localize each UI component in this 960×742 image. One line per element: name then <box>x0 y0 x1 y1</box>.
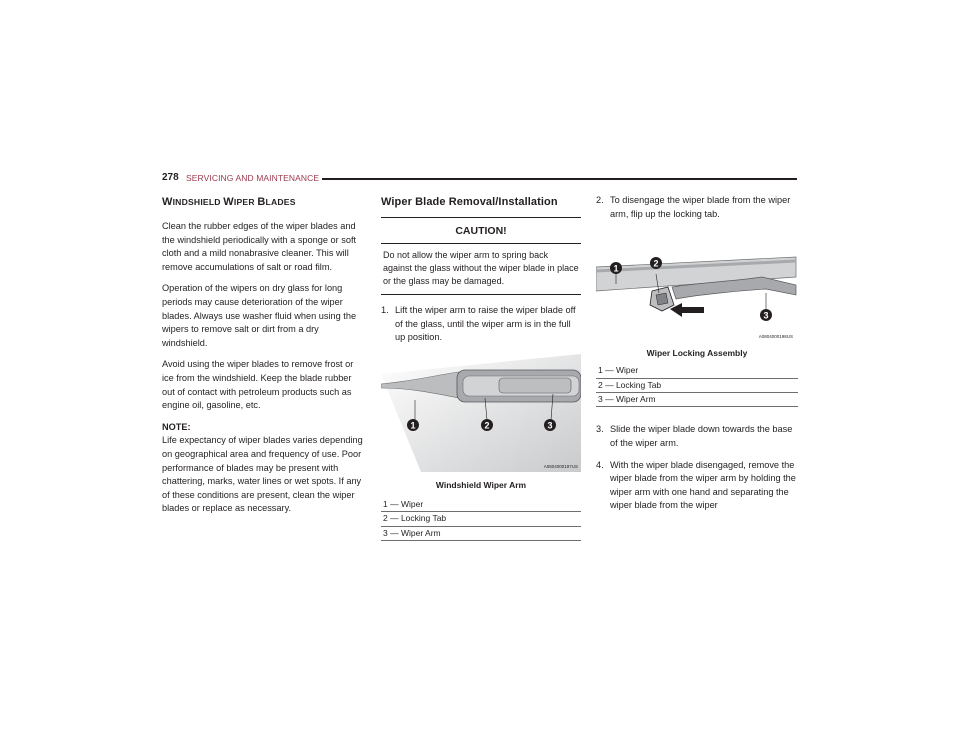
column-1 <box>162 196 364 524</box>
legend-item: 1 — Wiper <box>383 498 424 509</box>
column-2 <box>381 196 581 541</box>
section-title: SERVICING AND MAINTENANCE <box>186 173 320 183</box>
caution-box <box>381 217 581 295</box>
svg-text:1: 1 <box>410 420 416 431</box>
svg-text:3: 3 <box>547 420 553 431</box>
direction-arrow-icon <box>670 303 704 317</box>
legend-item: 3 — Wiper Arm <box>381 526 581 540</box>
legend-item: 2 — Locking Tab <box>381 511 581 525</box>
caution-title: CAUTION! <box>381 218 581 244</box>
note-label: NOTE: <box>162 421 191 432</box>
svg-text:1: 1 <box>613 263 619 274</box>
svg-text:2: 2 <box>484 420 490 431</box>
paragraph-frost: Avoid using the wiper blades to remove frost or ice from the windshield. Keep the blade rubber out of contact with petroleum products such as engine oil, gasoline, etc. <box>162 359 354 411</box>
figure-wiper-locking-assembly <box>596 241 798 407</box>
header-rule <box>322 178 797 180</box>
paragraph-cleaning: Clean the rubber edges of the wiper blades and the windshield periodically with a sponge or soft cloth and a mild nonabrasive cleaner. This will remove accumulations of salt or road film. <box>162 221 357 272</box>
figure-caption: Windshield Wiper Arm <box>435 479 527 490</box>
svg-text:2: 2 <box>653 258 659 269</box>
legend-item: 3 — Wiper Arm <box>596 392 798 406</box>
figure-code: A0804000198US <box>758 334 793 340</box>
step-4: 4. With the wiper blade disengaged, remove the wiper blade from the wiper arm by holding the wiper arm with one hand and separating the wiper blade from the wiper <box>596 459 796 511</box>
section-heading: WINDSHIELD WIPER BLADES <box>162 196 296 208</box>
svg-text:3: 3 <box>763 310 769 321</box>
figure-legend <box>381 498 581 541</box>
column-3 <box>596 194 798 513</box>
step-3: 3. Slide the wiper blade down towards the base of the wiper arm. <box>596 424 793 448</box>
wiper-arm-illustration <box>381 354 581 472</box>
step-2: 2. To disengage the wiper blade from the wiper arm, flip up the locking tab. <box>596 195 791 219</box>
step-1: 1. Lift the wiper arm to raise the wiper blade off of the glass, until the wiper arm is in the full up position. <box>381 305 576 343</box>
caution-text: Do not allow the wiper arm to spring back against the glass without the wiper blade in place or the glass may be damaged. <box>383 250 579 286</box>
paragraph-dry-glass: Operation of the wipers on dry glass for long periods may cause deterioration of the wiper blades. Always use washer fluid when using the wipers to remove salt or dirt from a dry windshield. <box>162 283 357 348</box>
note-text: Life expectancy of wiper blades varies depending on geographical area and frequency of use. Poor performance of blades may be present with chattering, marks, water lines or wet spots. If any of these conditions are present, clean the wiper blades or replace as necessary. <box>162 435 363 514</box>
legend-item: 2 — Locking Tab <box>596 378 798 392</box>
subsection-heading: Wiper Blade Removal/Installation <box>381 196 558 208</box>
page-number: 278 <box>162 172 179 183</box>
locking-assembly-illustration <box>596 241 798 341</box>
legend-item: 1 — Wiper <box>598 365 639 376</box>
figure-code: A0804000197US <box>543 463 578 469</box>
figure-windshield-wiper-arm <box>381 354 581 541</box>
figure-legend <box>596 364 798 407</box>
figure-caption: Wiper Locking Assembly <box>646 348 748 359</box>
